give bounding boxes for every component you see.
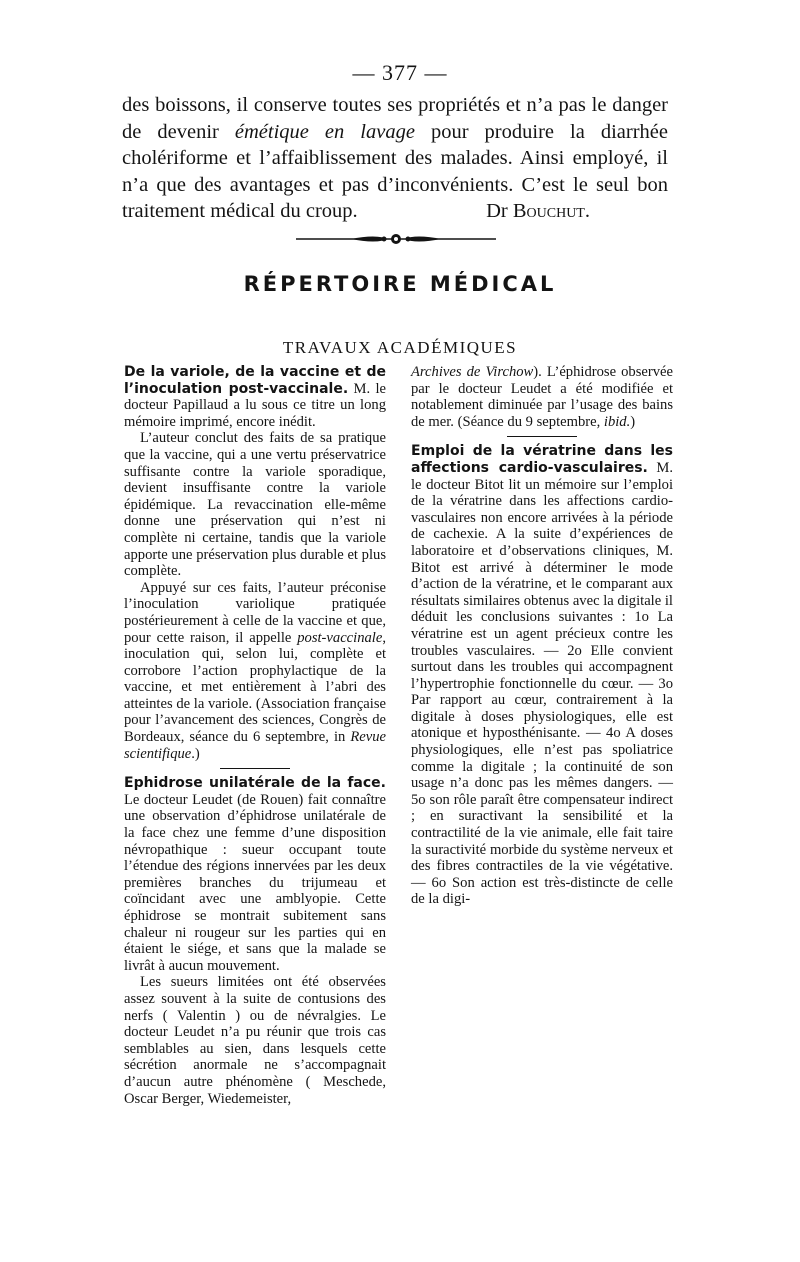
article-variole-p3a: Appuyé sur ces faits, l’auteur préconise l’inoculation variolique pratiquée postérieurement à celle de la vaccine et que, pour cette raison, il appelle — [124, 579, 386, 646]
article-variole-p3c: .) — [191, 745, 200, 762]
right-column — [411, 364, 673, 908]
left-column — [124, 364, 386, 1107]
article-heading-variole: De la variole, de la vaccine et de l’inoculation post-vaccinale. — [124, 364, 386, 397]
signature-prefix: Dr — [486, 200, 508, 222]
article-ephidrose-p2-continued — [411, 364, 673, 430]
article-ephidrose-p2c: ) — [630, 413, 636, 430]
lead-emphasis: émétique en lavage — [234, 120, 415, 143]
page-number: — 377 — — [352, 60, 448, 85]
article-ephidrose-ibid: ibid. — [603, 413, 631, 430]
lead-paragraph — [122, 92, 668, 225]
lead-text-continued: pour produire la diarrhée cholériforme et l’affaiblissement des malades. Ainsi employé, il n’a que des avantages et pas d’inconvénients. C’est le seul bon traitement médical du croup. — [122, 120, 668, 222]
article-variole-p3em: post-vaccinale — [297, 629, 383, 646]
ornament-divider — [296, 232, 496, 246]
article-ephidrose-p1: Le docteur Leudet (de Rouen) fait connaître une observation d’éphidrose unilatérale de la face chez une femme d’une disposition névropathique : sueur occupant toute l’étendue des régions innervées par les deux premières branches du trijumeau et coïncidant avec une amblyopie. Cette éphidrose se montrait subitement sans chaleur ni rougeur sur les parties qui en étaient le siége, et sans que la malade se livrât à aucun mouvement. — [124, 791, 386, 974]
signature-name: Bouchut. — [512, 200, 590, 222]
article-veratrine-p1: M. le docteur Bitot lit un mémoire sur l’emploi de la vératrine dans les affections cardio-vasculaires non encore arrivées à la période de cachexie. A la suite d’expériences de laboratoire et d’observations cliniques, M. Bitot est arrivé à déterminer le mode d’action de la vératrine, et le comparant aux résultats similaires obtenus avec la digitale il déduit les conclusions suivantes : 1o La vératrine est un agent précieux contre les troubles vasculaires. — 2o Elle convient surtout dans les troubles qui accompagnent l’hypertrophie fonctionnelle du cœur. — 3o Par rapport au cœur, contrairement à la digitale à doses physiologiques, elle est atonique et hyposthénisante. — 4o A doses physiologiques, elle n’est pas spoliatrice comme la digitale ; la continuité de son usage n’a donc pas les mêmes dangers. — 5o son rôle paraît être compensateur indirect ; en suractivant la sensibilité et la contractilité de la vie animale, elle fait taire la suractivité morbide du système nerveux et des fibres contractiles de la vie végétative. — 6o Son action est très-distincte de celle de la digi- — [411, 459, 673, 908]
article-ephidrose-source: Archives de Virchow — [411, 364, 534, 380]
subsection-title: TRAVAUX ACADÉMIQUES — [282, 338, 518, 357]
article-separator — [220, 768, 290, 769]
article-heading-ephidrose: Ephidrose unilatérale de la face. — [124, 775, 386, 792]
article-heading-veratrine: Emploi de la vératrine dans les affections cardio-vasculaires. — [411, 443, 673, 476]
article-variole-p3b: , inoculation qui, selon lui, complète et corrobore l’action prophylactique de la vaccine, et met entièrement à l’abri des atteintes de la variole. (Association française pour l’avancement des sciences, Congrès de Bordeaux, séance du 6 septembre, in — [124, 629, 386, 746]
lead-text: des boissons, il conserve toutes ses propriétés et n’a pas le danger de devenir — [122, 94, 668, 143]
article-ephidrose-p2b: ). L’éphidrose observée par le docteur Leudet a été modifiée et notablement diminuée par l’usage des bains de mer. (Séance du 9 septembre, — [411, 364, 674, 430]
section-title: RÉPERTOIRE MÉDICAL — [243, 272, 557, 296]
article-ephidrose-p2 — [124, 974, 386, 1107]
article-variole-p3 — [124, 580, 386, 763]
article-variole-p2: L’auteur conclut des faits de sa pratique que la vaccine, qui a une vertu préservatrice suffisante contre la variole sporadique, devient insuffisante contre la variole épidémique. La revaccination elle-même donne une préservation qui n’est ni complète ni certaine, tandis que la variole apporte une préservation plus durable et plus complète. — [124, 430, 386, 580]
article-separator — [507, 436, 577, 437]
article-variole-source: Revue scientifique — [124, 729, 386, 762]
article-variole-p1: M. le docteur Papillaud a lu sous ce titre un long mémoire imprimé, encore inédit. — [124, 380, 387, 430]
article-ephidrose-p2a: Les sueurs limitées ont été observées assez souvent à la suite de contusions des nerfs ( Valentin ) ou de névralgies. Le docteur Leudet n’a pu réunir que trois cas semblables au sien, dans lesquels cette sécrétion anormale ne s’accompagnait d’aucun autre phénomène ( Meschede, Oscar Berger, Wiedemeister, — [124, 974, 386, 1107]
